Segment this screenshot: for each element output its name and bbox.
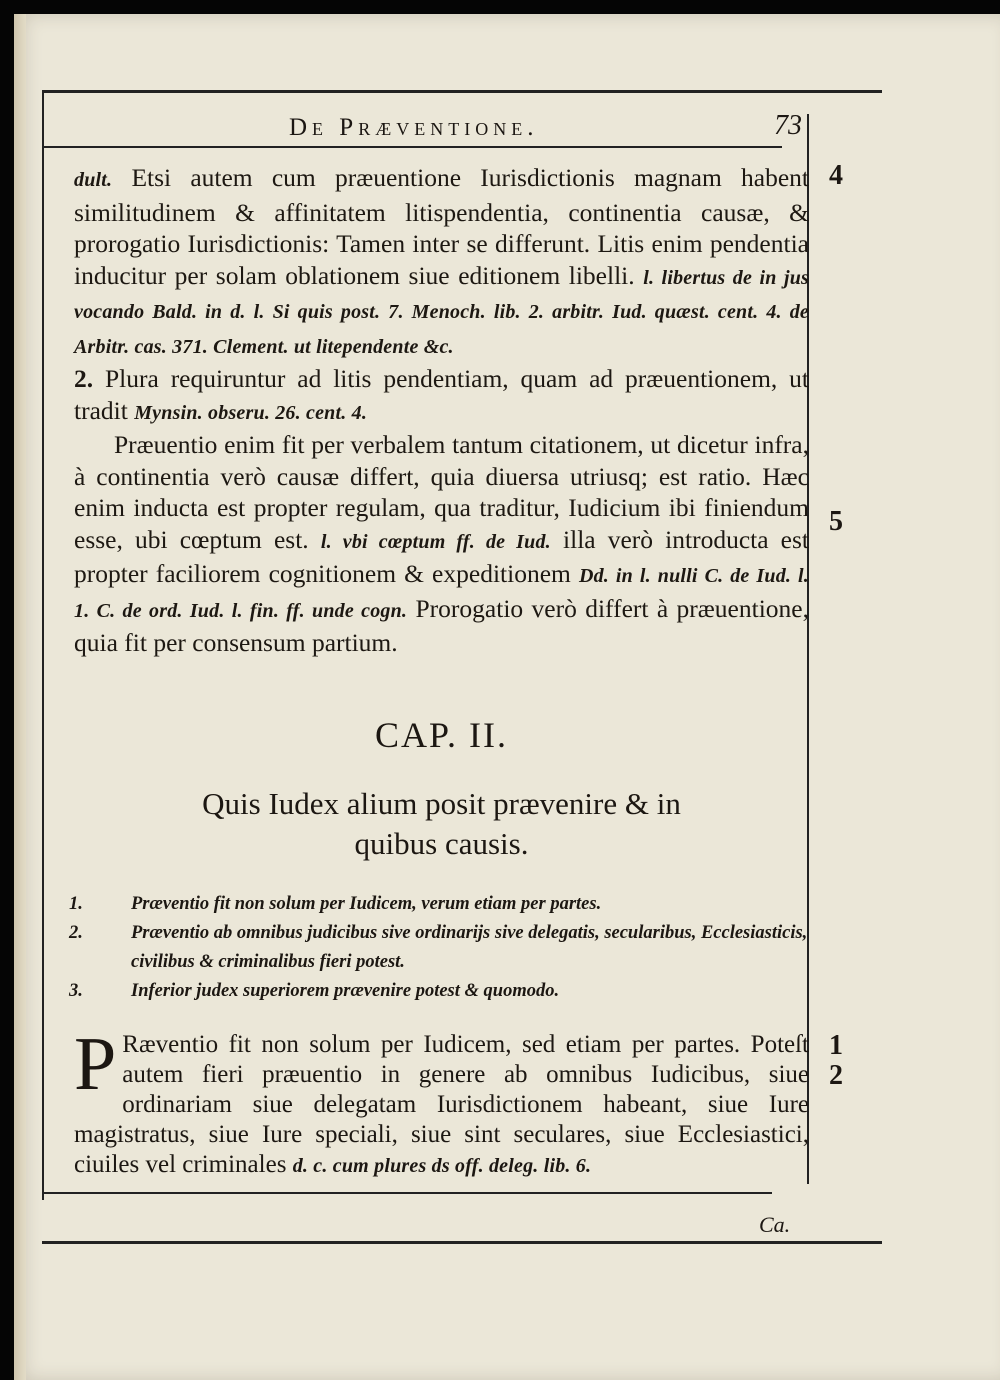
paragraph-2-text: Plura requiruntur ad litis pendentiam, quam ad præuentionem, ut tradit [74,364,809,425]
summary-item [69,977,814,1006]
summary-item [69,919,814,977]
summary-text: Præventio fit non solum per Iudicem, verum etiam per partes. [131,894,602,914]
main-text [74,162,809,659]
summary-number: 2. [69,923,83,943]
bottom-rule [42,1241,882,1244]
citation: d. c. cum plures ds off. deleg. lib. 6. [292,1155,592,1177]
summary-text: Præventio ab omnibus judicibus sive ordinarijs sive delegatis, secularibus, Ecclesiasticis, civilibus & criminalibus fieri potest. [131,923,808,972]
header-rule-top [42,90,882,93]
summary-item [69,890,814,919]
chapter-title-line-1: Quis Iudex alium posit prævenire & in [202,786,681,821]
page-edge [14,14,26,1380]
chapter-summary [69,890,814,1006]
chapter-heading: CAP. II. [374,715,509,755]
citation: Mynsin. obseru. 26. cent. 4. [134,401,368,424]
page-header [74,110,802,148]
paragraph-1 [74,162,809,363]
footer-rule [42,1192,772,1194]
paragraph-2 [74,363,809,429]
paragraph-3 [74,429,809,659]
citation: Dd. in l. nulli C. de Iud. l. 1. C. de ord. Iud. l. fin. ff. unde cogn. [74,565,809,622]
summary-number: 3. [69,981,83,1001]
paragraph-number: 2. [74,364,94,393]
paragraph-4 [74,1022,809,1181]
summary-number: 1. [69,894,83,914]
paragraph-3-text-a: Præuentio enim fit per verbalem tantum citationem, ut dicetur infra, à continentia verò causæ differt, quia diuersa utriusq; est ratio. Hæc enim inducta est propter regulam, qua traditur, Iudicium ibi finiendum esse, ubi cœptum est. [74,430,809,554]
paragraph-3-text-b: illa verò introducta est propter faciliorem cognitionem & expeditionem [74,524,809,588]
paragraph-3-text-c: Prorogatio verò differt à præuentione, quia fit per consensum partium. [74,593,809,657]
paragraph-1-text: Etsi autem cum præuentione Iurisdictionis magnam habent similitudinem & affinitatem litispendentia, continentia causæ, & prorogatio Iurisdictionis: Tamen inter se differunt. Litis enim pendentia inducitur per solam oblationem siue editionem libelli. [74,163,809,290]
page-number: 73 [774,110,802,141]
paragraph-4-text: Ræventio fit non solum per Iudicem, sed etiam per partes. Poteſt autem fieri præuentio in genere ab omnibus Iudicibus, siue ordinariam siue delegatam Iurisdictionem habeant, siue Iure magistratus, siue Iure speciali, siue sint seculares, siue Ecclesiastici, ciuiles vel criminales [74,1031,809,1178]
chapter-title [74,784,809,864]
book-page [14,14,1000,1380]
line-start-word: dult. [74,169,113,191]
margin-note-5: 5 [829,506,843,537]
running-title: De Præventione. [289,114,539,141]
catchword: Ca. [759,1212,791,1237]
citation: l. libertus de in jus vocando Bald. in d. l. Si quis post. 7. Menoch. lib. 2. arbitr. Iud. quæst. cent. 4. de Arbitr. cas. 371. Clement. ut litependente &c. [74,266,810,358]
margin-note-1: 1 [829,1030,843,1061]
chapter-title-line-2: quibus causis. [354,826,529,861]
drop-cap: P [74,1022,117,1106]
margin-note-2: 2 [829,1060,843,1091]
frame-left-rule [42,90,44,1200]
summary-text: Inferior judex superiorem prævenire potest & quomodo. [131,981,560,1001]
margin-note-4: 4 [829,160,843,191]
citation: l. vbi cœptum ff. de Iud. [320,530,551,553]
